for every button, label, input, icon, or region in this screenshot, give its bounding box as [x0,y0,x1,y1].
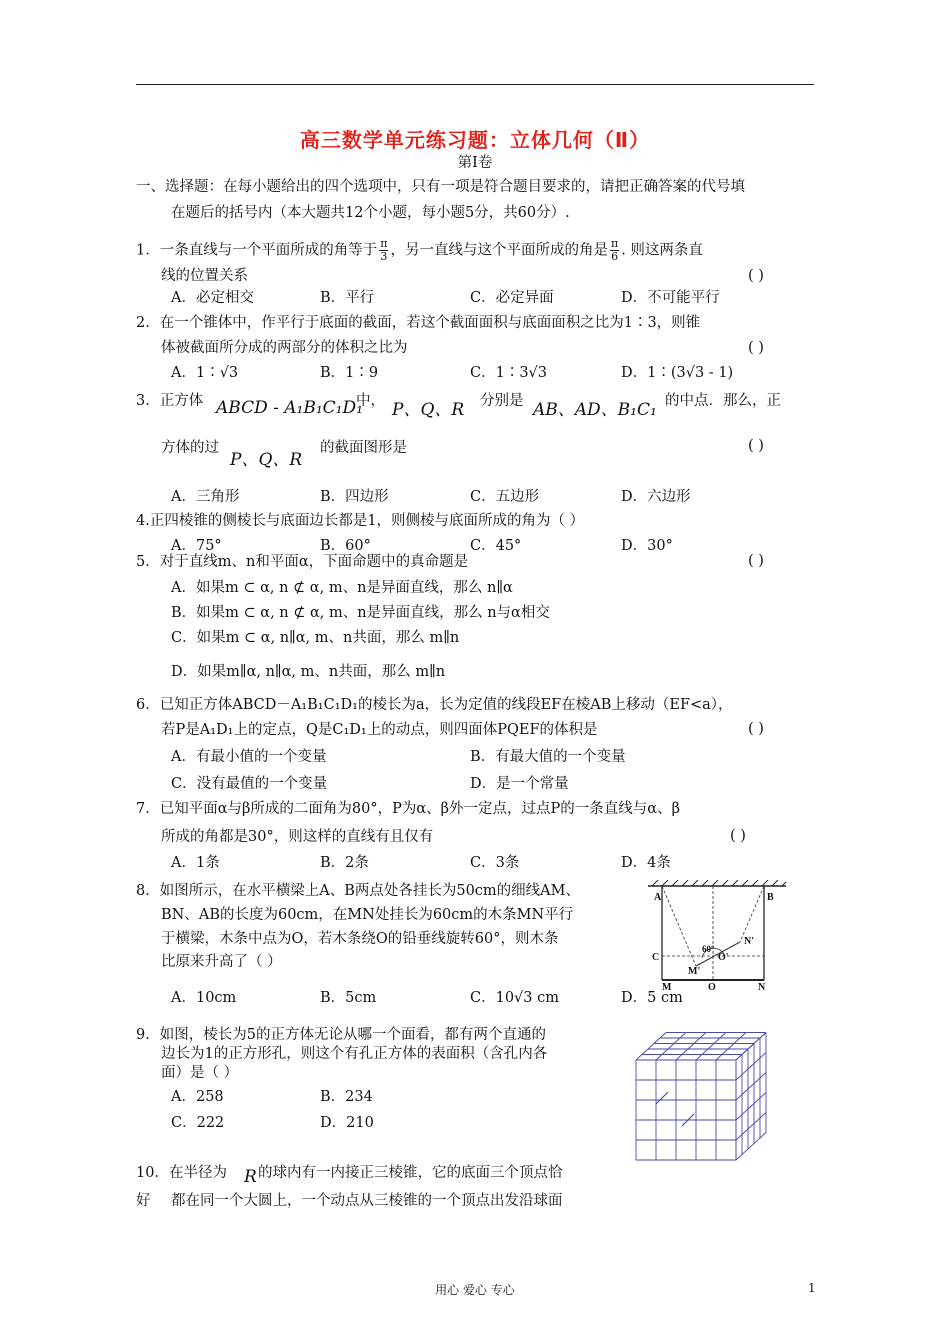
q5-option-a: A．如果m ⊂ α, n ⊄ α, m、n是异面直线，那么 n∥α [171,580,513,596]
q5-option-c: C．如果m ⊂ α, n∥α, m、n共面，那么 m∥n [171,630,460,646]
q5-line1: 5．对于直线m、n和平面α，下面命题中的真命题是 [136,554,469,570]
q5-answer-paren: ( ) [748,553,764,569]
q5-option-b: B．如果m ⊂ α, n ⊄ α, m、n是异面直线，那么 n与α相交 [171,605,550,621]
q9-option-a: A．258 [171,1089,224,1105]
q8-line1: 8．如图所示，在水平横梁上A、B两点处各挂长为50cm的细线AM、 [136,883,580,899]
q7-option-b: B．2条 [320,855,369,871]
q3-cube: ABCD - A₁B₁C₁D₁ [216,398,363,418]
q4-option-b: B．60° [320,538,371,554]
q10-line3: 都在同一个大圆上，一个动点从三棱锥的一个顶点出发沿球面 [171,1193,563,1209]
q1-pre: 1．一条直线与一个平面所成的角等于 [136,242,378,259]
q1-option-c: C．必定异面 [470,290,554,306]
q4-option-c: C．45° [470,538,522,554]
q3-option-a: A．三角形 [171,489,240,505]
cube-grid-line [696,1033,726,1061]
q9-line1: 9．如图，棱长为5的正方体无论从哪一个面看，都有两个直通的 [136,1027,546,1043]
q8-option-d: D．5 cm [621,990,683,1006]
cube-grid-line [736,1113,766,1141]
q1-frac1 [379,238,388,263]
q4-option-d: D．30° [621,538,673,554]
q3-pre: 3．正方体 [136,393,204,409]
q2-option-c: C．1∶3√3 [470,365,548,381]
q1-option-a: A．必定相交 [171,290,254,306]
cube-grid-line [656,1033,686,1061]
q1-frac2 [610,238,619,263]
q7-option-d: D．4条 [621,855,671,871]
q10-line2: 好 [136,1193,151,1209]
q8-line2: BN、AB的长度为60cm，在MN处挂长为60cm的木条MN平行 [161,907,574,923]
cube-grid-line [676,1033,706,1061]
line-bn-rotated [740,886,764,942]
fig-label-o: O [708,982,716,992]
line-am-rotated [662,886,696,966]
q2-option-b: B．1∶9 [320,365,379,381]
q2-line2: 体被截面所分成的两部分的体积之比为 [161,340,408,356]
q9-line3: 面）是（ ） [161,1065,239,1081]
q10-post: 的球内有一内接正三棱锥，它的底面三个顶点恰 [258,1165,563,1181]
q2-option-d: D．1∶(3√3 - 1) [621,365,734,381]
q8-line4: 比原来升高了（ ） [161,954,282,970]
q9-option-d: D．210 [320,1115,374,1131]
q3-line2-pqr: P、Q、R [230,450,303,470]
q1-line1 [136,238,703,263]
q8-line3: 于横梁，木条中点为O，若木条绕O的铅垂线旋转60°，则木条 [161,931,559,947]
q4-option-a: A．75° [171,538,222,554]
q3-line2a: 方体的过 [161,440,219,456]
q3-fenbie: 分别是 [480,393,524,409]
q3-answer-paren: ( ) [748,438,764,454]
fig-label-a: A [654,892,662,903]
fig-label-o-prime: O' [718,952,729,963]
cube-grid-line [736,1073,766,1101]
cube-grid [636,1033,766,1161]
q3-option-b: B．四边形 [320,489,389,505]
cube-grid-line [736,1133,766,1161]
fig-label-c: C [652,952,660,963]
q1-frac1-num: π [380,237,388,250]
q8-option-c: C．10√3 cm [470,990,559,1006]
q8-option-a: A．10cm [171,990,237,1006]
cube-grid-line [736,1033,766,1061]
header-rule [136,84,814,85]
fig-label-angle: 60° [702,944,715,954]
fig-label-m-prime: M' [688,966,701,977]
q6-line2: 若P是A₁D₁上的定点，Q是C₁D₁上的动点，则四面体PQEF的体积是 [161,722,598,738]
q3-line2b: 的截面图形是 [320,440,407,456]
q7-line1: 7．已知平面α与β所成的二面角为80°，P为α、β外一定点，过点P的一条直线与α、β [136,801,680,817]
q2-answer-paren: ( ) [748,340,764,356]
q6-answer-paren: ( ) [748,721,764,737]
q7-option-a: A．1条 [171,855,220,871]
cube-grid-line [716,1033,746,1061]
q9-option-c: C．222 [171,1115,225,1131]
q7-option-c: C．3条 [470,855,520,871]
q4-line1: 4.正四棱锥的侧棱长与底面边长都是1，则侧棱与底面所成的角为（ ） [136,513,585,529]
cube-grid-line [736,1053,766,1081]
volume-label: 第Ⅰ卷 [457,155,493,171]
fig-label-n-prime: N' [744,936,754,947]
q9-line2: 边长为1的正方形孔，则这个有孔正方体的表面积（含孔内各 [161,1046,548,1062]
page-title: 高三数学单元练习题：立体几何（Ⅱ） [299,128,651,152]
q1-option-d: D．不可能平行 [621,290,720,306]
q1-frac2-den: 6 [611,250,619,263]
q7-answer-paren: ( ) [730,828,746,844]
page-footer: 用心 爱心 专心 [435,1283,515,1297]
q1-answer-paren: ( ) [748,268,764,284]
q3-pqr: P、Q、R [392,400,465,420]
section-intro-line2: 在题后的括号内（本大题共12个小题，每小题5分，共60分）. [171,205,570,221]
q8-option-b: B．5cm [320,990,377,1006]
q9-option-b: B．234 [320,1089,373,1105]
beam-hatching [652,880,786,886]
q6-line1: 6．已知正方体ABCD－A₁B₁C₁D₁的棱长为a，长为定值的线段EF在棱AB上移动（EF<a）， [136,697,733,713]
q3-option-c: C．五边形 [470,489,540,505]
q3-edges: AB、AD、B₁C₁ [533,400,657,420]
page-number: 1 [808,1281,816,1295]
q6-option-d: D．是一个常量 [470,776,569,792]
q10-pre: 10．在半径为 [136,1165,227,1181]
q2-option-a: A．1∶√3 [171,365,239,381]
fig-label-b: B [767,892,774,903]
section-intro-line1: 一、选择题：在每小题给出的四个选项中，只有一项是符合题目要求的，请把正确答案的代号填 [136,179,745,195]
q3-option-d: D．六边形 [621,489,691,505]
q2-line1: 2．在一个锥体中，作平行于底面的截面，若这个截面面积与底面面积之比为1∶3，则锥 [136,315,701,331]
cube-grid-line [736,1093,766,1121]
fig-label-m: M [662,982,672,992]
q1-frac1-den: 3 [380,250,388,263]
q3-zhong: 中， [356,393,385,409]
q10-r: R [244,1167,257,1187]
q6-option-a: A．有最小值的一个变量 [171,749,327,765]
q1-option-b: B．平行 [320,290,375,306]
q1-mid: ，另一直线与这个平面所成的角是 [390,242,608,259]
q1-line2: 线的位置关系 [161,268,248,284]
q6-option-c: C．没有最值的一个变量 [171,776,328,792]
fig-label-n: N [758,982,766,992]
q7-line2: 所成的角都是30°，则这样的直线有且仅有 [161,829,434,845]
q1-frac2-num: π [610,237,619,250]
q3-post: 的中点．那么，正 [665,393,781,409]
q6-option-b: B．有最大值的一个变量 [470,749,626,765]
q8-beam-figure [640,880,792,992]
q9-holed-cube-figure [628,1030,798,1170]
cube-grid-line [636,1033,666,1061]
q5-option-d: D．如果m∥α, n∥α, m、n共面，那么 m∥n [171,664,446,680]
q1-post: . 则这两条直 [621,242,703,259]
hole-marks [656,1092,694,1126]
